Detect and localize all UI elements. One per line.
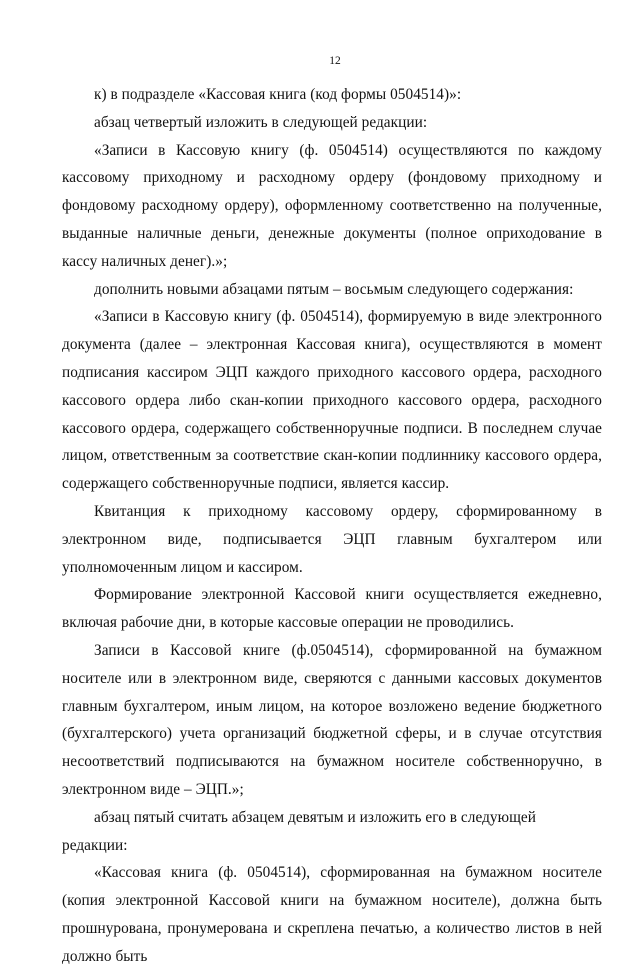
paragraph-electronic-book: «Записи в Кассовую книгу (ф. 0504514), формируемую в виде электронного документа (далее – электронная Кассовая книга), осуществляются в момент подписания кассиром ЭЦП каждого приходного кассового ордера, расходного кассового ордера либо скан-копии приходного кассового ордера, расходного кассового ордера, содержащего собственноручные подписи. В последнем случае лицом, ответственным за соответствие скан-копии подлиннику кассового ордера, содержащего собственноручные подписи, является кассир.	[62, 308, 602, 493]
paragraph-reconciliation: Записи в Кассовой книге (ф.0504514), сформированной на бумажном носителе или в электронном виде, сверяются с данными кассовых документов главным бухгалтером, иным лицом, на которое возложено ведение бюджетного (бухгалтерского) учета организаций бюджетной сферы, и в случае отсутствия несоответствий подписываются на бумажном носителе собственноручно, в электронном виде – ЭЦП.»;	[62, 641, 602, 798]
paragraph-daily-formation: Формирование электронной Кассовой книги осуществляется ежедневно, включая рабочие дни, в которые кассовые операции не проводились.	[62, 586, 602, 632]
paragraph-instruction-5: абзац пятый считать абзацем девятым и изложить его в следующей редакции:	[62, 808, 537, 854]
paragraph-subsection-heading: к) в подразделе «Кассовая книга (код формы 0504514)»:	[94, 86, 462, 103]
page-number: 12	[329, 55, 341, 67]
paragraph-instruction-add: дополнить новыми абзацами пятым – восьмым следующего содержания:	[94, 280, 574, 298]
paragraph-entries-rule: «Записи в Кассовую книгу (ф. 0504514) осуществляются по каждому кассовому приходному и расходному ордеру (фондовому приходному и фондовому расходному ордеру), оформленному соответственно на полученные, выданные наличные деньги, денежные документы (полное оприходование в кассу наличных денег).»;	[62, 141, 602, 270]
paragraph-receipt: Квитанция к приходному кассовому ордеру, сформированному в электронном виде, подписывается ЭЦП главным бухгалтером или уполномоченным лицом и кассиром.	[62, 502, 602, 576]
paragraph-instruction-4: абзац четвертый изложить в следующей редакции:	[94, 113, 428, 131]
paragraph-binding: «Кассовая книга (ф. 0504514), сформированная на бумажном носителе (копия электронной Кассовой книги на бумажном носителе), должна быть прошнурована, пронумерована и скреплена печатью, а количество листов в ней должно быть	[62, 864, 602, 965]
